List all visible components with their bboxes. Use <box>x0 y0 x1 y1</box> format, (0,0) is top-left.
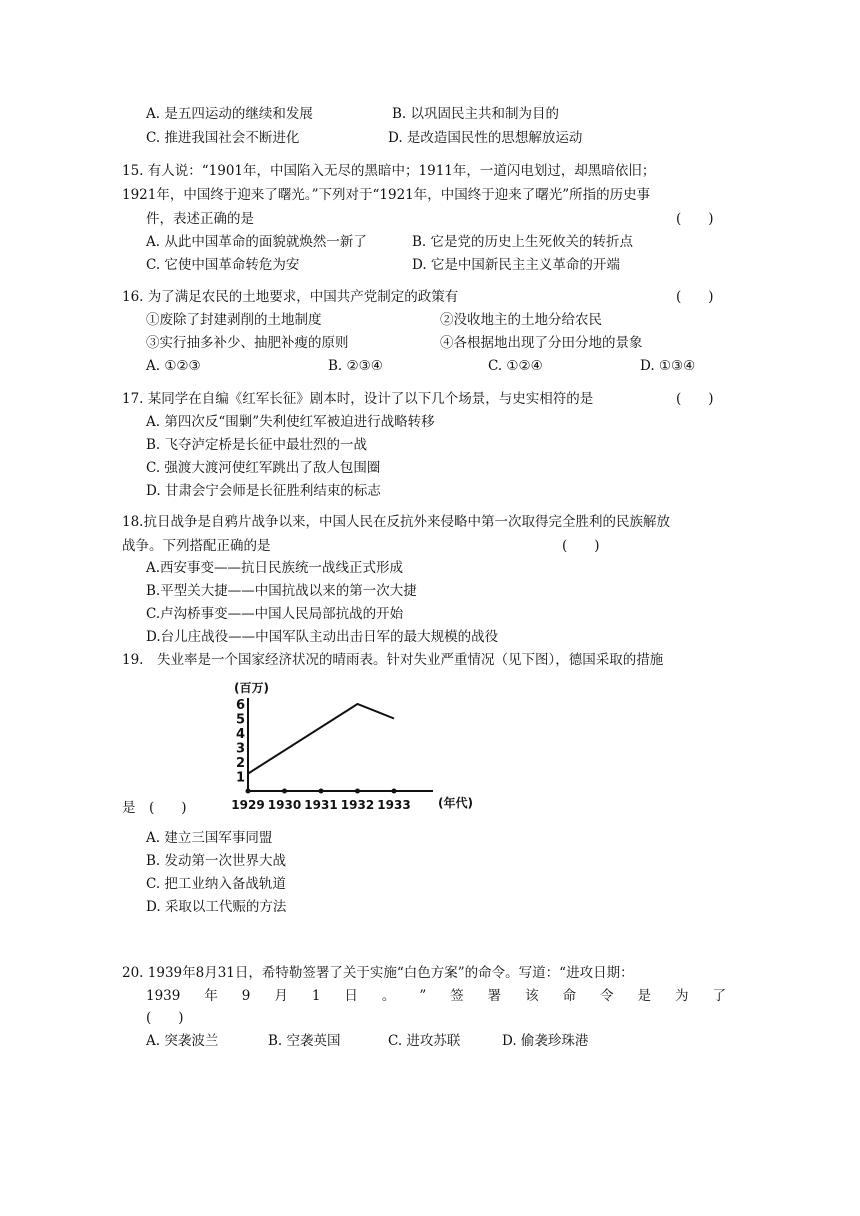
q15-stem-line2: 1921年，中国终于迎来了曙光。”下列对于“1921年，中国终于迎来了曙光”所指的历史事 <box>122 187 651 203</box>
q20-line2-token: 该 <box>525 988 539 1004</box>
q20-stem-line2 <box>146 986 726 1006</box>
q16-option-d: D. ①③④ <box>640 358 696 374</box>
q16-item-2: ②没收地主的土地分给农民 <box>440 312 602 328</box>
x-tick-label: 1929 <box>231 798 265 812</box>
q20-line2-token: 年 <box>204 988 218 1004</box>
q19-option-d: D. 采取以工代赈的方法 <box>146 899 287 915</box>
q20-line2-token: 月 <box>274 988 288 1004</box>
q17-stem: 17. 某同学在自编《红军长征》剧本时，设计了以下几个场景，与史实相符的是 <box>122 391 594 407</box>
q18-option-a: A.西安事变——抗日民族统一战线正式形成 <box>146 560 404 576</box>
q18-stem-line2: 战争。下列搭配正确的是 <box>122 538 271 554</box>
q20-line2-token: 为 <box>675 988 689 1004</box>
q20-line2-token: 了 <box>712 988 726 1004</box>
x-tick-mark <box>319 789 324 794</box>
q20-line2-token: 1 <box>311 988 321 1004</box>
q14-option-a: A. 是五四运动的继续和发展 <box>146 106 313 122</box>
q16-option-c: C. ①②④ <box>488 358 543 374</box>
q16-item-4: ④各根据地出现了分田分地的景象 <box>440 335 643 351</box>
q20-line2-token: 签 <box>450 988 464 1004</box>
x-tick-label: 1931 <box>304 798 338 812</box>
y-tick-label: 1 <box>236 770 246 786</box>
y-tick-label: 5 <box>236 712 246 728</box>
q14-option-c: C. 推进我国社会不断进化 <box>146 130 300 146</box>
y-tick-label: 6 <box>236 698 246 713</box>
x-tick-mark <box>246 789 251 794</box>
q20-line2-token: 日 <box>344 988 358 1004</box>
q20-line2-token: 。 <box>381 988 396 1004</box>
q14-option-d: D. 是改造国民性的思想解放运动 <box>388 130 583 146</box>
x-tick-label: 1933 <box>377 798 411 812</box>
q19-stem-continued: 是 ( ) <box>122 800 187 816</box>
chart-y-axis-label: (百万) <box>234 681 269 695</box>
q19-option-b: B. 发动第一次世界大战 <box>146 853 287 869</box>
q15-answer-paren: ( ) <box>676 211 714 227</box>
y-tick-label: 4 <box>236 727 246 742</box>
q20-option-d: D. 偷袭珍珠港 <box>502 1033 589 1049</box>
y-tick-label: 2 <box>236 756 246 771</box>
q17-option-a: A. 第四次反“围剿”失利使红军被迫进行战略转移 <box>146 414 435 430</box>
q20-line2-token: 9 <box>241 988 251 1004</box>
q17-answer-paren: ( ) <box>676 391 714 407</box>
q16-stem: 16. 为了满足农民的土地要求，中国共产党制定的政策有 <box>122 289 459 305</box>
x-tick-label: 1930 <box>267 798 302 812</box>
x-tick-mark <box>282 789 287 794</box>
y-tick-label: 3 <box>236 741 246 757</box>
q16-item-3: ③实行抽多补少、抽肥补瘦的原则 <box>146 335 349 351</box>
x-tick-label: 1932 <box>340 798 375 812</box>
q20-stem-line1: 20. 1939年8月31日，希特勒签署了关于实施“白色方案”的命令。写道：“进攻日期： <box>122 965 634 981</box>
q19-option-a: A. 建立三国军事同盟 <box>146 830 273 846</box>
q20-line2-token: ” <box>419 988 427 1004</box>
unemployment-line-chart <box>228 676 478 816</box>
q14-option-b: B. 以巩固民主共和制为目的 <box>392 106 560 122</box>
q15-stem-line1: 15. 有人说：“1901年，中国陷入无尽的黑暗中；1911年，一道闪电划过，却黑暗依旧； <box>122 163 656 179</box>
q18-option-d: D.台儿庄战役——中国军队主动出击日军的最大规模的战役 <box>146 629 499 645</box>
q20-line2-token: 令 <box>600 988 614 1004</box>
q15-option-b: B. 它是党的历史上生死攸关的转折点 <box>412 234 634 250</box>
q17-option-d: D. 甘肃会宁会师是长征胜利结束的标志 <box>146 483 381 499</box>
q18-option-c: C.卢沟桥事变——中国人民局部抗战的开始 <box>146 606 404 622</box>
q20-line2-token: 命 <box>562 988 577 1004</box>
q20-option-c: C. 进攻苏联 <box>388 1033 461 1049</box>
q15-option-c: C. 它使中国革命转危为安 <box>146 257 300 273</box>
q20-answer-paren: ( ) <box>146 1010 184 1026</box>
q20-line2-token: 署 <box>487 988 502 1004</box>
q17-option-b: B. 飞夺泸定桥是长征中最壮烈的一战 <box>146 437 368 453</box>
q15-option-d: D. 它是中国新民主主义革命的开端 <box>412 257 620 273</box>
q16-answer-paren: ( ) <box>676 289 714 305</box>
q20-option-a: A. 突袭波兰 <box>146 1033 219 1049</box>
q15-stem-line3: 件，表述正确的是 <box>146 211 254 227</box>
q20-line2-token: 1939 <box>146 988 181 1004</box>
q18-answer-paren: ( ) <box>562 538 600 554</box>
q20-line2-token: 是 <box>637 988 652 1004</box>
q15-option-a: A. 从此中国革命的面貌就焕然一新了 <box>146 234 367 250</box>
q18-option-b: B.平型关大捷——中国抗战以来的第一次大捷 <box>146 583 417 599</box>
x-tick-mark <box>355 789 360 794</box>
q20-option-b: B. 空袭英国 <box>268 1033 341 1049</box>
chart-x-axis-label: (年代) <box>438 796 473 810</box>
x-tick-mark <box>392 789 397 794</box>
q18-stem-line1: 18.抗日战争是自鸦片战争以来，中国人民在反抗外来侵略中第一次取得完全胜利的民族解放 <box>122 514 670 530</box>
q16-option-a: A. ①②③ <box>146 358 201 374</box>
q19-option-c: C. 把工业纳入备战轨道 <box>146 876 286 892</box>
q16-item-1: ①废除了封建剥削的土地制度 <box>146 312 322 328</box>
q17-option-c: C. 强渡大渡河使红军跳出了敌人包围圈 <box>146 460 381 476</box>
unemployment-series-line <box>248 704 394 774</box>
q19-stem: 19. 失业率是一个国家经济状况的晴雨表。针对失业严重情况（见下图），德国采取的措施 <box>122 652 664 668</box>
q16-option-b: B. ②③④ <box>328 358 383 374</box>
